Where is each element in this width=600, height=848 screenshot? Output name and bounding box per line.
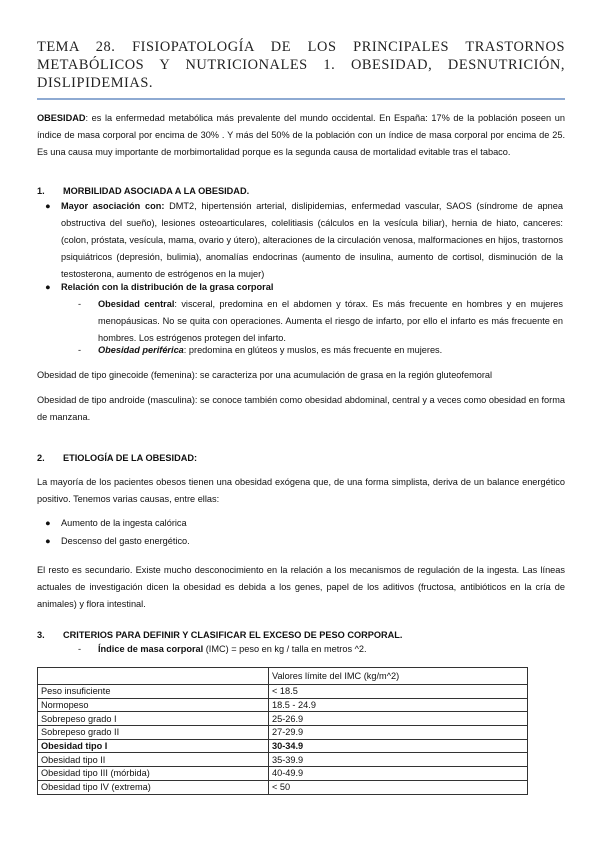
intro-text: : es la enfermedad metabólica más prevalente del mundo occidental. En España: 17% de la población poseen un índice de masa corporal por encima de 30% . Y más del 50% de la población con un índice de masa corporal por encima de 25. Es una causa muy importante de morbimortalidad porque es la segunda causa de mortalidad evitable tras el tabaco. [37,113,565,157]
bullet-mayor-asociacion [45,198,563,283]
section-3-heading [37,628,402,642]
table-cell-value: 35-39.9 [269,753,528,767]
table-cell-category: Peso insuficiente [38,685,269,699]
bullet-icon: ● [45,282,51,292]
table-cell-value: < 18.5 [269,685,528,699]
bullet-label: Mayor asociación con: [61,201,165,211]
section-2-title: ETIOLOGÍA DE LA OBESIDAD: [63,453,198,463]
para-resto-secundario: El resto es secundario. Existe mucho desconocimiento en la relación a los mecanismos de regulación de la ingesta. Las líneas actuales de investigación dicen la obesidad es debida a los genes, papel de los aditivos (fructosa, antibióticos en la cría de animales) y flora intestinal. [37,565,565,609]
table-cell-value: 18.5 - 24.9 [269,698,528,712]
table-row [38,767,528,781]
table-row [38,698,528,712]
bullet-text: DMT2, hipertensión arterial, dislipidemias, enfermedad vascular, SAOS (síndrome de apnea obstructiva del sueño), lesiones osteoarticulares, colelitiasis (cálculos en la vesícula biliar), hernia de hiato, canceres: (colon, próstata, vesícula, mama, ovario y útero), alteraciones de la circulación venosa, malformaciones en hijos, trastornos psiquiátricos (depresión, bulimia), anomalías endocrinas (aumento de insulina, aumento de cortisol, disminución de la testosterona, aumento de estrógenos en la mujer) [61,201,563,279]
bullet-distribucion-grasa [45,279,563,296]
table-row [38,780,528,794]
table-cell-value: < 50 [269,780,528,794]
dash-icon: - [78,299,82,309]
section-2-number: 2. [37,453,45,463]
dash-obesidad-central [78,296,563,347]
table-cell-category: Normopeso [38,698,269,712]
dash-text: : visceral, predomina en el abdomen y tórax. Es más frecuente en hombres y en mujeres menopáusicas. No se quita con operaciones. Aumenta el riesgo de infarto, por ello el infarto es más frecuente en hombres. Los estrógenos protegen del infarto. [98,299,563,343]
section-1-heading [37,184,249,198]
table-row [38,726,528,740]
intro-paragraph [37,110,565,161]
title-line-1: TEMA 28. FISIOPATOLOGÍA DE LOS PRINCIPALES TRASTORNOS [37,39,565,55]
table-row [38,739,528,753]
bullet-icon: ● [45,536,51,546]
dash-label: Obesidad periférica [98,345,184,355]
table-header-cell [38,668,269,685]
dash-obesidad-periferica [78,342,563,359]
table-row [38,712,528,726]
para-androide: Obesidad de tipo androide (masculina): se conoce también como obesidad abdominal, central y a veces como obesidad en forma de manzana. [37,395,565,422]
table-row [38,753,528,767]
table-cell-value: 25-26.9 [269,712,528,726]
dash-text: (IMC) = peso en kg / talla en metros ^2. [203,644,367,654]
table-header-row [38,668,528,685]
section-3-title: CRITERIOS PARA DEFINIR Y CLASIFICAR EL EXCESO DE PESO CORPORAL. [63,630,403,640]
dash-label: Obesidad central [98,299,175,309]
document-title [37,38,565,92]
table-header-cell: Valores límite del IMC (kg/m^2) [269,668,528,685]
bullet-gasto [45,533,563,550]
para-ginecoide: Obesidad de tipo ginecoide (femenina): se caracteriza por una acumulación de grasa en la región gluteofemoral [37,370,493,380]
bullet-text: Descenso del gasto energético. [61,536,190,546]
title-divider [37,98,565,100]
dash-text: : predomina en glúteos y muslos, es más frecuente en mujeres. [183,345,443,355]
imc-table [37,667,528,795]
table-cell-category: Obesidad tipo I [38,739,269,753]
bullet-icon: ● [45,201,51,211]
bullet-text: Aumento de la ingesta calórica [61,518,187,528]
para-etiologia: La mayoría de los pacientes obesos tienen una obesidad exógena que, de una forma simplista, deriva de un balance energético positivo. Tenemos varias causas, entre ellas: [37,477,565,504]
dash-label: Índice de masa corporal [98,644,204,654]
dash-imc [78,641,563,658]
title-line-3: DISLIPIDEMIAS. [37,75,154,91]
table-cell-value: 30-34.9 [269,739,528,753]
section-3-number: 3. [37,630,45,640]
bullet-label: Relación con la distribución de la grasa corporal [61,282,274,292]
section-1-number: 1. [37,186,45,196]
dash-icon: - [78,345,82,355]
table-cell-category: Obesidad tipo II [38,753,269,767]
table-cell-value: 27-29.9 [269,726,528,740]
table-cell-category: Sobrepeso grado II [38,726,269,740]
table-cell-category: Obesidad tipo III (mórbida) [38,767,269,781]
table-cell-category: Sobrepeso grado I [38,712,269,726]
section-1-title: MORBILIDAD ASOCIADA A LA OBESIDAD. [63,186,250,196]
bullet-ingesta [45,515,563,532]
intro-term: OBESIDAD [37,113,86,123]
table-cell-value: 40-49.9 [269,767,528,781]
table-cell-category: Obesidad tipo IV (extrema) [38,780,269,794]
title-line-2: METABÓLICOS Y NUTRICIONALES 1. OBESIDAD, DESNUTRICIÓN, [37,57,565,73]
section-2-heading [37,451,197,465]
dash-icon: - [78,644,82,654]
bullet-icon: ● [45,518,51,528]
table-row [38,685,528,699]
